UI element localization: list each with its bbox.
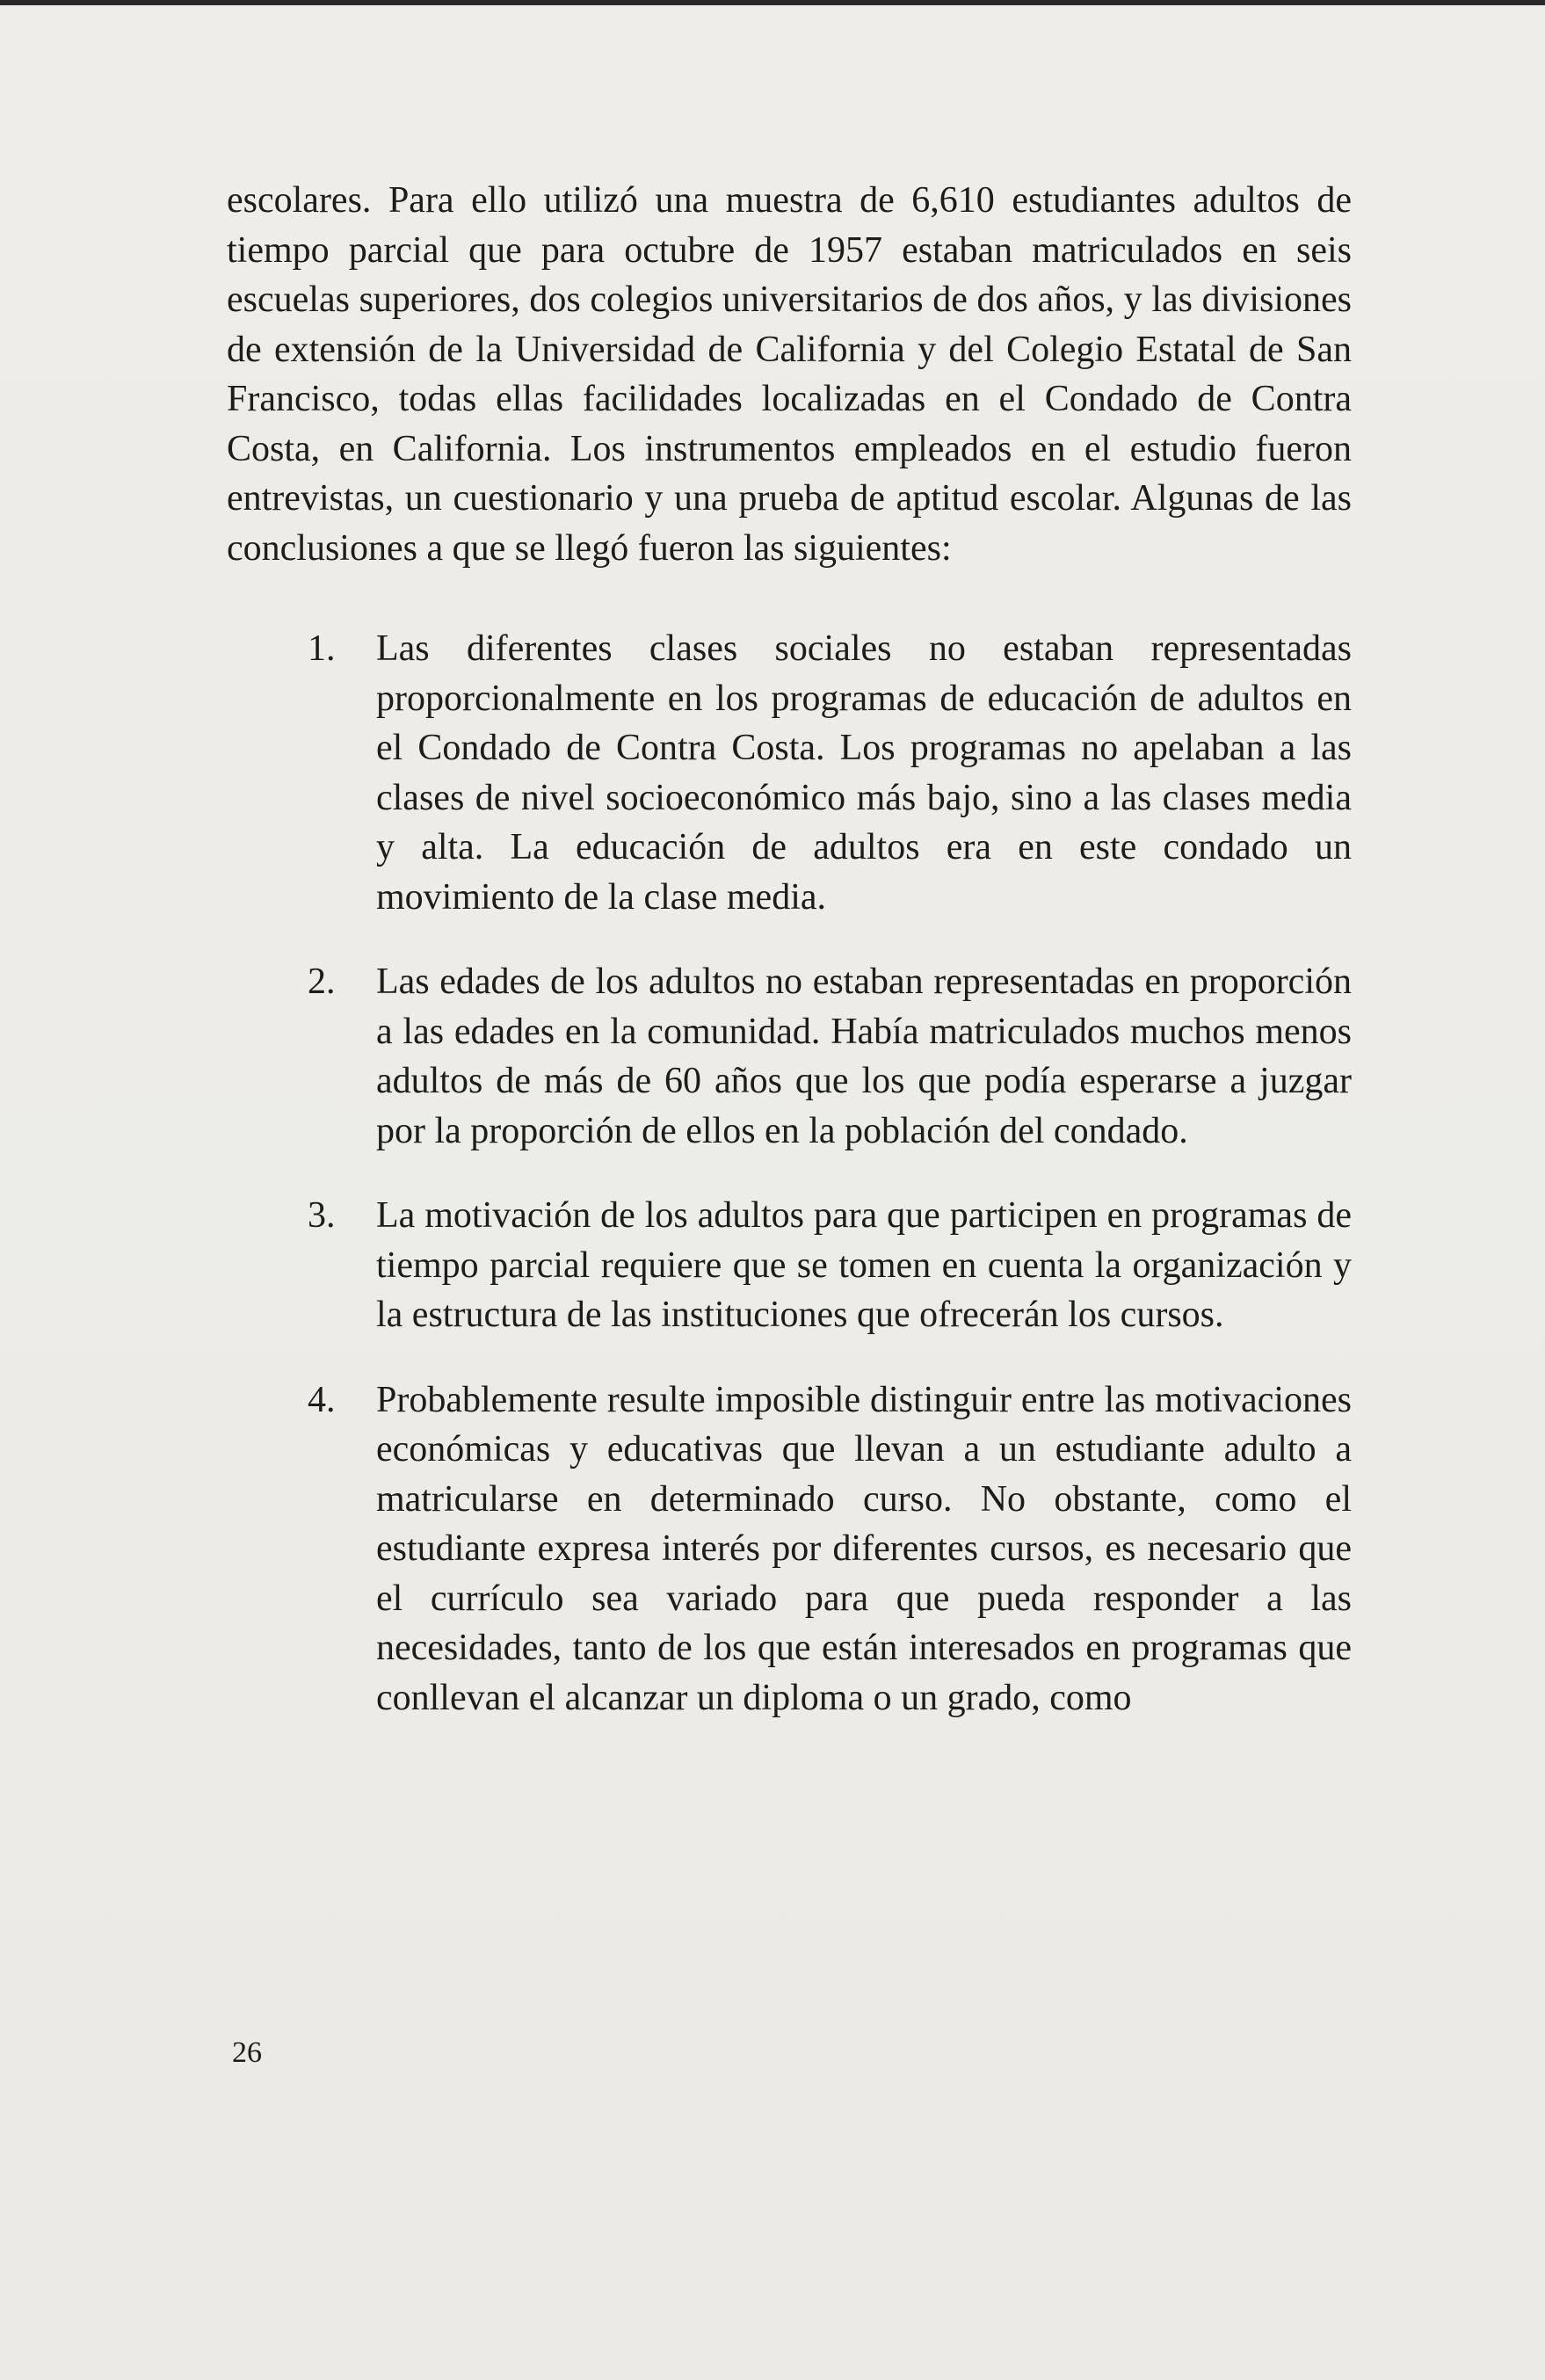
finding-item-2 <box>227 957 1352 1156</box>
page-content <box>227 176 1352 1758</box>
finding-item-1 <box>227 624 1352 922</box>
finding-number: 3. <box>308 1195 336 1236</box>
intro-paragraph: escolares. Para ello utilizó una muestra de 6,610 estudiantes adultos de tiempo parcial que para octubre de 1957 estaban matriculados en seis escuelas superiores, dos colegios universitarios de dos años, y las divisiones de extensión de la Universidad de California y del Colegio Estatal de San Francisco, todas ellas facilidades localizadas en el Condado de Contra Costa, en California. Los instrumentos empleados en el estudio fueron entrevistas, un cuestionario y una prueba de aptitud escolar. Algunas de las conclusiones a que se llegó fueron las siguientes: <box>227 180 1352 569</box>
finding-item-4 <box>227 1375 1352 1723</box>
finding-number: 1. <box>308 628 336 669</box>
finding-text: La motivación de los adultos para que participen en programas de tiempo parcial requiere que se tomen en cuenta la organización y la estructura de las instituciones que ofrecerán los cursos. <box>376 1195 1352 1335</box>
finding-text: Probablemente resulte imposible distinguir entre las motivaciones económicas y educativas que llevan a un estudiante adulto a matricularse en determinado curso. No obstante, como el estudiante expresa interés por diferentes cursos, es necesario que el currículo sea variado para que pueda responder a las necesidades, tanto de los que están interesados en programas que conllevan el alcanzar un diploma o un grado, como <box>376 1379 1352 1718</box>
finding-number: 2. <box>308 961 336 1002</box>
page-number: 26 <box>232 2036 262 2069</box>
page-top-edge <box>0 0 1545 5</box>
finding-text: Las edades de los adultos no estaban representadas en proporción a las edades en la comunidad. Había matriculados muchos menos adultos de más de 60 años que los que podía esperarse a juzgar por la proporción de ellos en la población del condado. <box>376 961 1352 1151</box>
finding-number: 4. <box>308 1379 336 1420</box>
finding-text: Las diferentes clases sociales no estaban representadas proporcionalmente en los programas de educación de adultos en el Condado de Contra Costa. Los programas no apelaban a las clases de nivel socioeconómico más bajo, sino a las clases media y alta. La educación de adultos era en este condado un movimiento de la clase media. <box>376 628 1352 918</box>
finding-item-3 <box>227 1191 1352 1340</box>
findings-list <box>227 624 1352 1723</box>
